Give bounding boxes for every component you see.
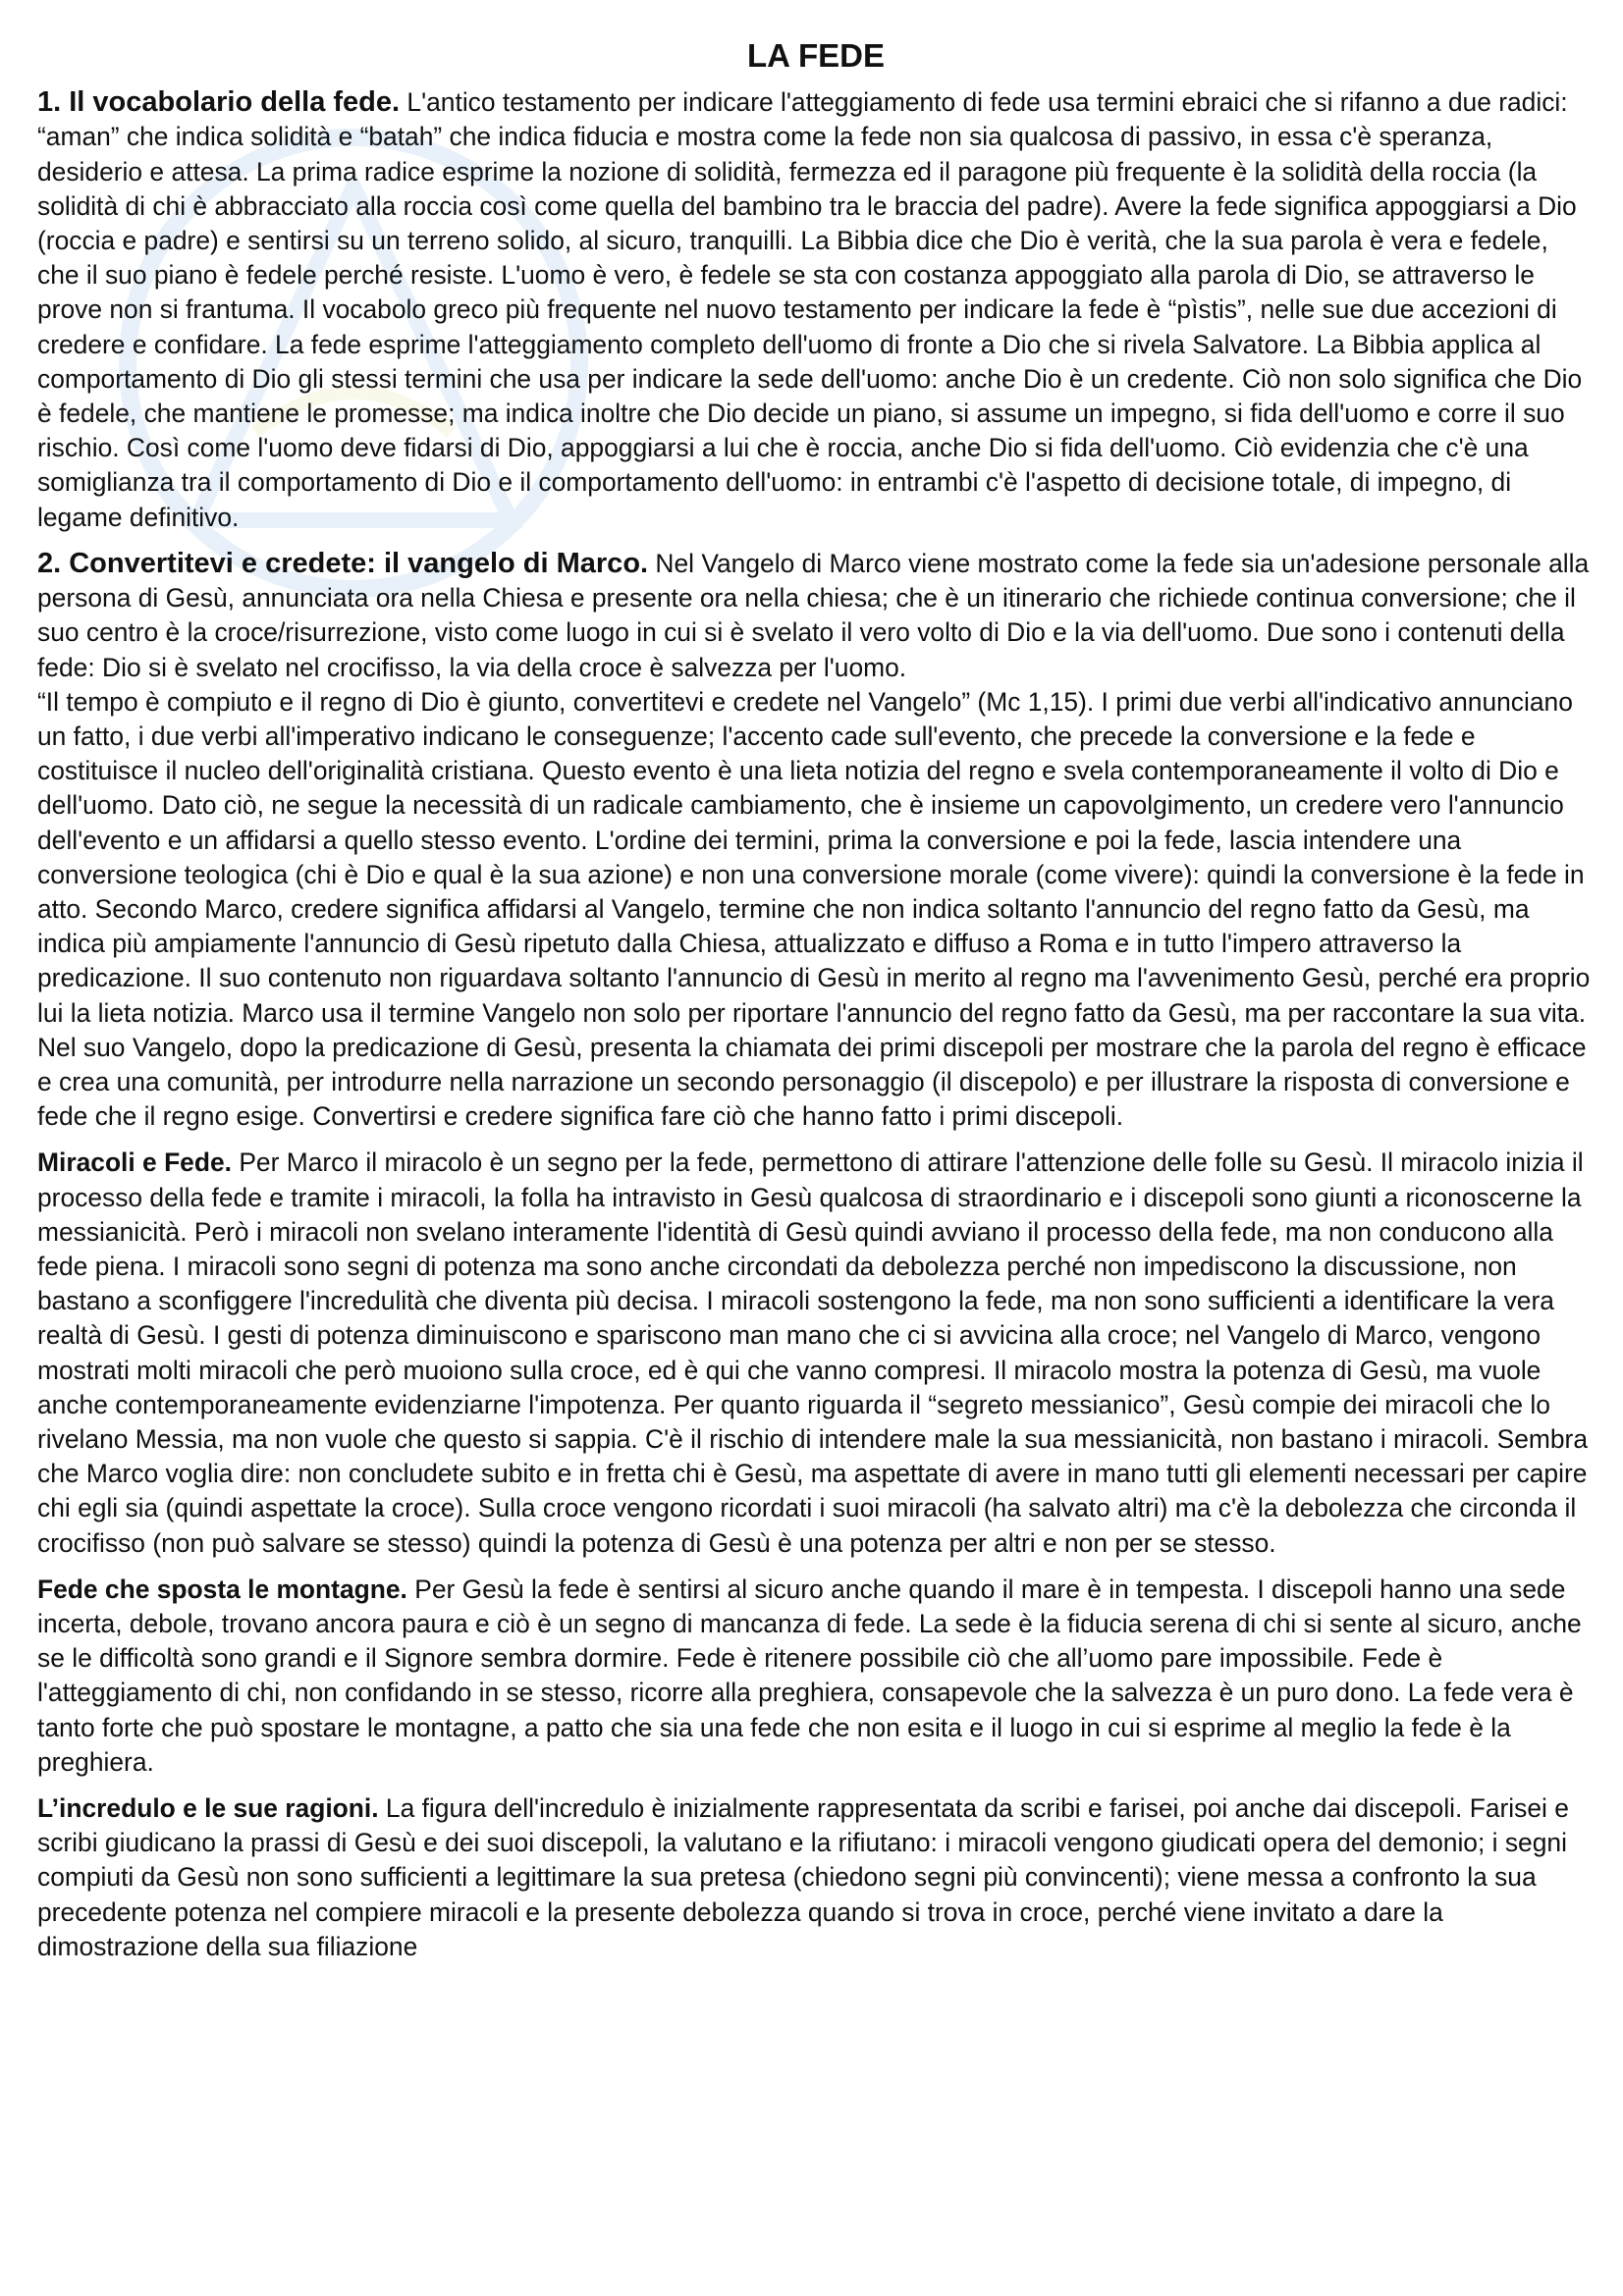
- section-heading: Miracoli e Fede.: [37, 1148, 232, 1178]
- document-title: LA FEDE: [747, 37, 885, 74]
- section-heading: Fede che sposta le montagne.: [37, 1574, 407, 1604]
- section-body: L'antico testamento per indicare l'atteggiamento di fede usa termini ebraici che si rifanno a due radici: “aman” che indica solidità e “batah” che indica fiducia e mostra come la fede non sia qualcosa di passivo, in essa c'è speranza, desiderio e attesa. La prima radice esprime la nozione di solidità, fermezza ed il paragone più frequente è la solidità della roccia (la solidità di chi è abbracciato alla roccia così come quella del bambino tra le braccia del padre). Avere la fede significa appoggiarsi a Dio (roccia e padre) e sentirsi su un terreno solido, al sicuro, tranquilli. La Bibbia dice che Dio è verità, che la sua parola è vera e fedele, che il suo piano è fedele perché resiste. L'uomo è vero, è fedele se sta con costanza appoggiato alla parola di Dio, se attraverso le prove non si frantuma. Il vocabolo greco più frequente nel nuovo testamento per indicare la fede è “pìstis”, nelle sue due accezioni di credere e confidare. La fede esprime l'atteggiamento completo dell'uomo di fronte a Dio che si rivela Salvatore. La Bibbia applica al comportamento di Dio gli stessi termini che usa per indicare la sede dell'uomo: anche Dio è un credente. Ciò non solo significa che Dio è fedele, che mantiene le promesse; ma indica inoltre che Dio decide un piano, si assume un impegno, si fida dell'uomo e corre il suo rischio. Così come l'uomo deve fidarsi di Dio, appoggiarsi a lui che è roccia, anche Dio si fida dell'uomo. Ciò evidenzia che c'è una somiglianza tra il comportamento di Dio e il comportamento dell'uomo: in entrambi c'è l'aspetto di decisione totale, di impegno, di legame definitivo.: [37, 87, 1583, 532]
- section-convertitevi-continued: [37, 685, 1595, 1135]
- section-body: Per Gesù la fede è sentirsi al sicuro anche quando il mare è in tempesta. I discepoli hanno una sede incerta, debole, trovano ancora paura e ciò è un segno di mancanza di fede. La sede è la fiducia serena di chi si sente al sicuro, anche se le difficoltà sono grandi e il Signore sembra dormire. Fede è ritenere possibile ciò che all’uomo pare impossibile. Fede è l'atteggiamento di chi, non confidando in se stesso, ricorre alla preghiera, consapevole che la salvezza è un puro dono. La fede vera è tanto forte che può spostare le montagne, a patto che sia una fede che non esita e il luogo in cui si esprime al meglio la fede è la preghiera.: [37, 1574, 1582, 1777]
- section-body: La figura dell'incredulo è inizialmente rappresentata da scribi e farisei, poi anche dai discepoli. Farisei e scribi giudicano la prassi di Gesù e dei suoi discepoli, la valutano e la rifiutano: i miracoli vengono giudicati opera del demonio; i segni compiuti da Gesù non sono sufficienti a legittimare la sua pretesa (chiedono segni più convincenti); viene messa a confronto la sua precedente potenza nel compiere miracoli e la presente debolezza quando si trova in croce, perché viene invitato a dare la dimostrazione della sua filiazione: [37, 1793, 1569, 1961]
- section-miracoli: [37, 1146, 1595, 1560]
- section-body: Per Marco il miracolo è un segno per la fede, permettono di attirare l'attenzione delle folle su Gesù. Il miracolo inizia il processo della fede e tramite i miracoli, la folla ha intravisto in Gesù qualcosa di straordinario e i discepoli sono giunti a riconoscerne la messianicità. Però i miracoli non svelano interamente l'identità di Gesù quindi avviano il processo della fede, ma non conducono alla fede piena. I miracoli sono segni di potenza ma sono anche circondati da debolezza perché non impediscono la discussione, non bastano a sconfiggere l'incredulità che diventa più decisa. I miracoli sostengono la fede, ma non sono sufficienti a identificare la vera realtà di Gesù. I gesti di potenza diminuiscono e spariscono man mano che ci si avvicina alla croce; nel Vangelo di Marco, vengono mostrati molti miracoli che però muoiono sulla croce, ed è qui che vanno compresi. Il miracolo mostra la potenza di Gesù, ma vuole anche contemporaneamente evidenziarne l'impotenza. Per quanto riguarda il “segreto messianico”, Gesù compie dei miracoli che lo rivelano Messia, ma non vuole che questo si sappia. C'è il rischio di intendere male la sua messianicità, non bastano i miracoli. Sembra che Marco voglia dire: non concludete subito e in fretta chi è Gesù, ma aspettate di avere in mano tutti gli elementi necessari per capire chi egli sia (quindi aspettate la croce). Sulla croce vengono ricordati i suoi miracoli (ha salvato altri) ma c'è la debolezza che circonda il crocifisso (non può salvare se stesso) quindi la potenza di Gesù è una potenza per altri e non per se stesso.: [37, 1148, 1589, 1558]
- document-page: [37, 35, 1595, 1976]
- section-heading: 2. Convertitevi e credete: il vangelo di Marco.: [37, 547, 649, 579]
- section-convertitevi: [37, 547, 1595, 685]
- section-vocabolario: [37, 85, 1595, 535]
- section-body: “Il tempo è compiuto e il regno di Dio è giunto, convertitevi e credete nel Vangelo” (Mc 1,15). I primi due verbi all'indicativo annunciano un fatto, i due verbi all'imperativo indicano le conseguenze; l'accento cade sull'evento, che precede la conversione e la fede e costituisce il nucleo dell'originalità cristiana. Questo evento è una lieta notizia del regno e svela contemporaneamente il volto di Dio e dell'uomo. Dato ciò, ne segue la necessità di un radicale cambiamento, che è insieme un capovolgimento, un credere vero l'annuncio dell'evento e un affidarsi a quello stesso evento. L'ordine dei termini, prima la conversione e poi la fede, lascia intendere una conversione teologica (chi è Dio e qual è la sua azione) e non una conversione morale (come vivere): quindi la conversione è la fede in atto. Secondo Marco, credere significa affidarsi al Vangelo, termine che non indica soltanto l'annuncio del regno fatto da Gesù, ma indica più ampiamente l'annuncio di Gesù ripetuto dalla Chiesa, attualizzato e diffuso a Roma e in tutto l'impero attraverso la predicazione. Il suo contenuto non riguardava soltanto l'annuncio di Gesù in merito al regno ma l'avvenimento Gesù, perché era proprio lui la lieta notizia. Marco usa il termine Vangelo non solo per riportare l'annuncio del regno fatto da Gesù, ma per raccontare la sua vita. Nel suo Vangelo, dopo la predicazione di Gesù, presenta la chiamata dei primi discepoli per mostrare che la parola del regno è efficace e crea una comunità, per introdurre nella narrazione un secondo personaggio (il discepolo) e per illustrare la risposta di conversione e fede che il regno esige. Convertirsi e credere significa fare ciò che hanno fatto i primi discepoli.: [37, 686, 1591, 1132]
- section-body: Nel Vangelo di Marco viene mostrato come la fede sia un'adesione personale alla persona di Gesù, annunciata ora nella Chiesa e presente ora nella chiesa; che è un itinerario che richiede continua conversione; che il suo centro è la croce/risurrezione, visto come luogo in cui si è svelato il vero volto di Dio e la via dell'uomo. Due sono i contenuti della fede: Dio si è svelato nel crocifisso, la via della croce è salvezza per l'uomo.: [37, 548, 1590, 682]
- section-incredulo: [37, 1791, 1595, 1964]
- section-montagne: [37, 1573, 1595, 1780]
- section-heading: 1. Il vocabolario della fede.: [37, 86, 401, 119]
- section-heading: L’incredulo e le sue ragioni.: [37, 1793, 379, 1823]
